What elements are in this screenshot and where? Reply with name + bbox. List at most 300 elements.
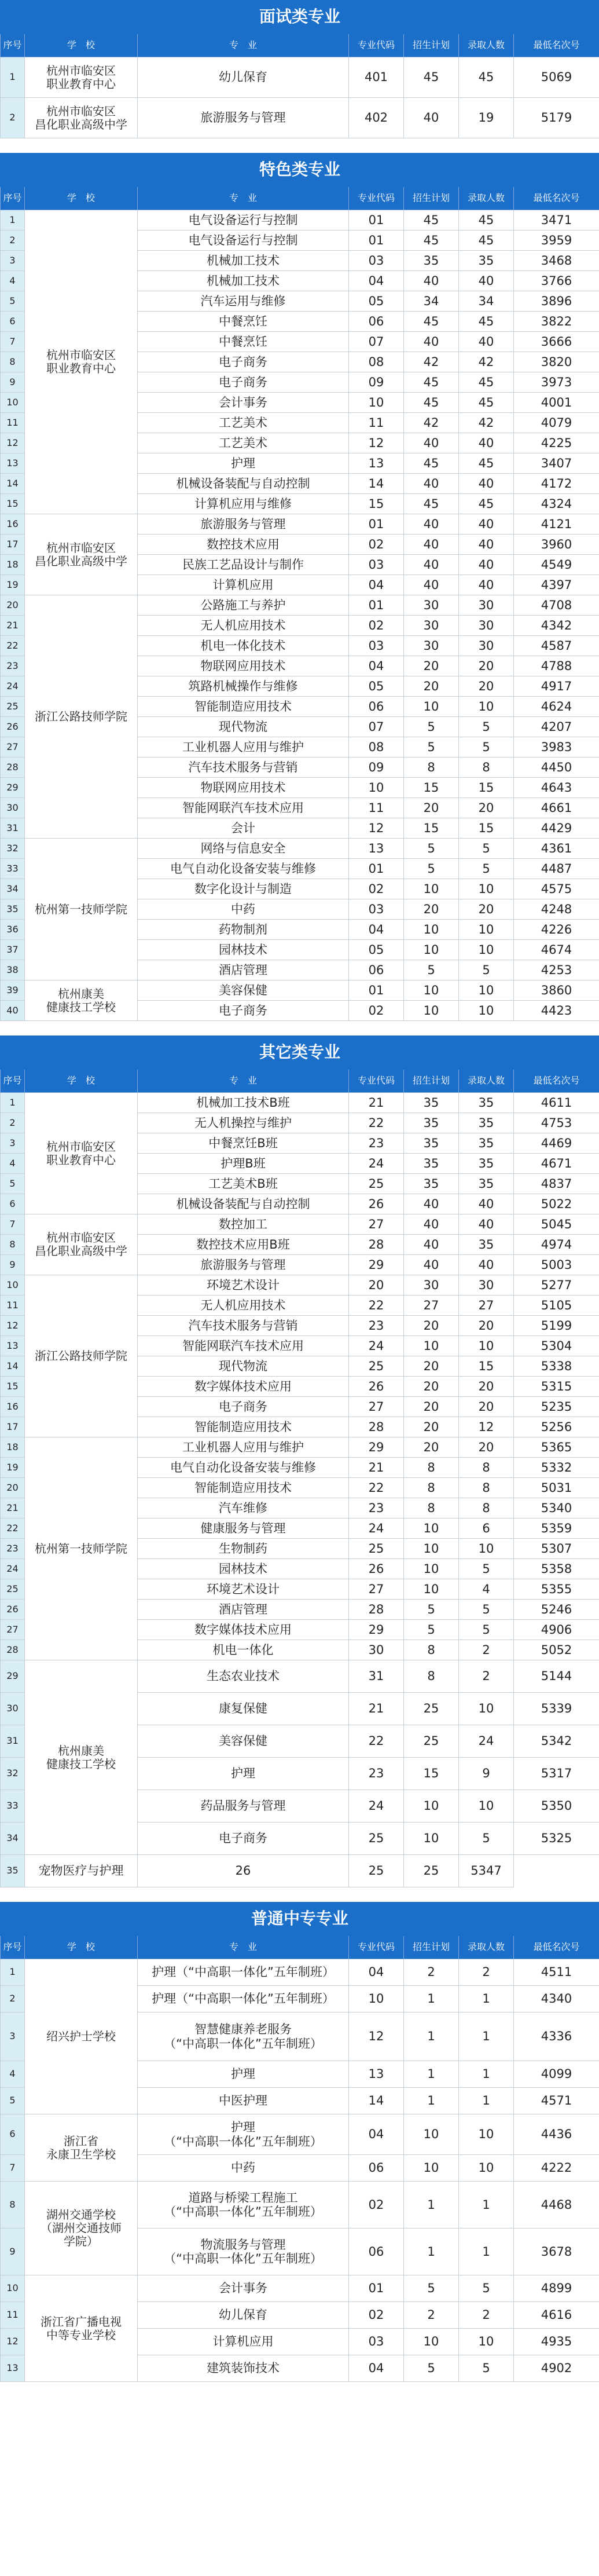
lowest-rank: 4222 xyxy=(514,2155,599,2182)
major-name: 智能制造应用技术 xyxy=(138,1478,349,1498)
admitted-count: 45 xyxy=(459,494,514,514)
enrollment-plan: 10 xyxy=(404,2114,459,2155)
row-index: 27 xyxy=(1,1620,25,1640)
major-code: 03 xyxy=(349,555,404,575)
admitted-count: 45 xyxy=(459,393,514,413)
lowest-rank: 5105 xyxy=(514,1296,599,1316)
major-code: 25 xyxy=(349,1539,404,1559)
admitted-count: 45 xyxy=(459,312,514,332)
school-name: 杭州市临安区 昌化职业高级中学 xyxy=(25,514,138,595)
major-code: 03 xyxy=(349,899,404,920)
school-name: 杭州市临安区 职业教育中心 xyxy=(25,57,138,98)
lowest-rank: 5144 xyxy=(514,1660,599,1693)
row-index: 5 xyxy=(1,291,25,312)
major-name: 智能网联汽车技术应用 xyxy=(138,1336,349,1356)
major-name: 旅游服务与管理 xyxy=(138,514,349,535)
row-index: 18 xyxy=(1,555,25,575)
admitted-count: 35 xyxy=(459,1154,514,1174)
major-name: 中餐烹饪 xyxy=(138,332,349,352)
major-code: 24 xyxy=(349,1790,404,1823)
lowest-rank: 4079 xyxy=(514,413,599,433)
admitted-count: 20 xyxy=(459,676,514,697)
column-header: 最低名次号 xyxy=(514,1936,599,1959)
major-name: 生态农业技术 xyxy=(138,1660,349,1693)
major-name: 物联网应用技术 xyxy=(138,656,349,676)
admitted-count: 27 xyxy=(459,1296,514,1316)
major-code: 04 xyxy=(349,1959,404,1986)
major-code: 21 xyxy=(349,1093,404,1113)
admitted-count: 40 xyxy=(459,1255,514,1275)
row-index: 15 xyxy=(1,494,25,514)
table-row xyxy=(1,1093,599,1113)
row-index: 31 xyxy=(1,818,25,839)
major-name: 汽车运用与维修 xyxy=(138,291,349,312)
enrollment-plan: 20 xyxy=(404,1377,459,1397)
major-code: 01 xyxy=(349,514,404,535)
lowest-rank: 4511 xyxy=(514,1959,599,1986)
major-name: 智能制造应用技术 xyxy=(138,1417,349,1437)
admitted-count: 35 xyxy=(459,1133,514,1154)
major-name: 电气设备运行与控制 xyxy=(138,230,349,251)
major-code: 22 xyxy=(349,1296,404,1316)
column-header: 最低名次号 xyxy=(514,1070,599,1093)
row-index: 12 xyxy=(1,2329,25,2355)
major-code: 02 xyxy=(349,879,404,899)
major-name: 会计事务 xyxy=(138,2275,349,2302)
admitted-count: 10 xyxy=(459,1790,514,1823)
row-index: 18 xyxy=(1,1437,25,1458)
table-row xyxy=(1,1855,599,1887)
enrollment-plan: 15 xyxy=(404,778,459,798)
table-row xyxy=(1,839,599,859)
admitted-count: 10 xyxy=(459,1336,514,1356)
table-row xyxy=(1,2275,599,2302)
row-index: 31 xyxy=(1,1725,25,1758)
enrollment-plan: 40 xyxy=(404,1214,459,1235)
lowest-rank: 3820 xyxy=(514,352,599,372)
major-code: 01 xyxy=(349,980,404,1001)
row-index: 27 xyxy=(1,737,25,758)
major-code: 05 xyxy=(349,940,404,960)
table-row xyxy=(1,1275,599,1296)
school-name: 杭州市临安区 职业教育中心 xyxy=(25,210,138,514)
lowest-rank: 5317 xyxy=(514,1758,599,1790)
major-name: 机械加工技术 xyxy=(138,271,349,291)
lowest-rank: 5325 xyxy=(514,1823,599,1855)
section-spacer xyxy=(1,1887,599,1902)
lowest-rank: 5342 xyxy=(514,1725,599,1758)
lowest-rank: 4788 xyxy=(514,656,599,676)
row-index: 2 xyxy=(1,230,25,251)
major-code: 02 xyxy=(349,616,404,636)
admitted-count: 40 xyxy=(459,1214,514,1235)
major-code: 04 xyxy=(349,575,404,595)
major-name: 机械加工技术 xyxy=(138,251,349,271)
row-index: 4 xyxy=(1,271,25,291)
admitted-count: 42 xyxy=(459,413,514,433)
section-title-row xyxy=(1,1902,599,1936)
major-code: 05 xyxy=(349,291,404,312)
admitted-count: 35 xyxy=(459,1113,514,1133)
column-header: 序号 xyxy=(1,1070,25,1093)
row-index: 24 xyxy=(1,676,25,697)
major-code: 402 xyxy=(349,98,404,138)
row-index: 1 xyxy=(1,210,25,230)
admitted-count: 1 xyxy=(459,2088,514,2114)
major-name: 中餐烹饪 xyxy=(138,312,349,332)
row-index: 14 xyxy=(1,1356,25,1377)
row-index: 16 xyxy=(1,1397,25,1417)
lowest-rank: 3973 xyxy=(514,372,599,393)
admitted-count: 8 xyxy=(459,1498,514,1518)
admitted-count: 5 xyxy=(459,737,514,758)
lowest-rank: 5315 xyxy=(514,1377,599,1397)
row-index: 38 xyxy=(1,960,25,980)
column-header: 招生计划 xyxy=(404,34,459,57)
lowest-rank: 5340 xyxy=(514,1498,599,1518)
major-name: 旅游服务与管理 xyxy=(138,98,349,138)
major-code: 09 xyxy=(349,372,404,393)
lowest-rank: 4207 xyxy=(514,717,599,737)
enrollment-plan: 1 xyxy=(404,1986,459,2012)
school-name: 绍兴护士学校 xyxy=(25,1959,138,2114)
lowest-rank: 4340 xyxy=(514,1986,599,2012)
major-name: 幼儿保育 xyxy=(138,2302,349,2329)
row-index: 6 xyxy=(1,2114,25,2155)
admitted-count: 5 xyxy=(459,859,514,879)
row-index: 8 xyxy=(1,352,25,372)
major-code: 28 xyxy=(349,1235,404,1255)
major-name: 数控技术应用 xyxy=(138,535,349,555)
lowest-rank: 4616 xyxy=(514,2302,599,2329)
major-code: 401 xyxy=(349,57,404,98)
major-name: 中医护理 xyxy=(138,2088,349,2114)
major-code: 26 xyxy=(349,1194,404,1214)
major-code: 25 xyxy=(349,1356,404,1377)
major-name: 环境艺术设计 xyxy=(138,1275,349,1296)
major-name: 护理 xyxy=(138,1758,349,1790)
major-name: 酒店管理 xyxy=(138,1600,349,1620)
lowest-rank: 5045 xyxy=(514,1214,599,1235)
major-name: 无人机应用技术 xyxy=(138,616,349,636)
column-header: 专 业 xyxy=(138,1936,349,1959)
row-index: 4 xyxy=(1,1154,25,1174)
admitted-count: 20 xyxy=(459,798,514,818)
major-code: 01 xyxy=(349,595,404,616)
enrollment-plan: 20 xyxy=(404,899,459,920)
row-index: 6 xyxy=(1,1194,25,1214)
major-name: 酒店管理 xyxy=(138,960,349,980)
enrollment-plan: 5 xyxy=(404,839,459,859)
enrollment-plan: 35 xyxy=(404,1093,459,1113)
row-index: 29 xyxy=(1,778,25,798)
lowest-rank: 5052 xyxy=(514,1640,599,1660)
enrollment-plan: 45 xyxy=(404,393,459,413)
enrollment-plan: 45 xyxy=(404,494,459,514)
admitted-count: 5 xyxy=(459,717,514,737)
row-index: 4 xyxy=(1,2061,25,2088)
admitted-count: 10 xyxy=(459,2155,514,2182)
major-code: 23 xyxy=(349,1758,404,1790)
lowest-rank: 5022 xyxy=(514,1194,599,1214)
major-name: 智慧健康养老服务 （“中高职一体化”五年制班） xyxy=(138,2012,349,2061)
major-code: 12 xyxy=(349,818,404,839)
major-name: 护理（“中高职一体化”五年制班） xyxy=(138,1959,349,1986)
row-index: 8 xyxy=(1,1235,25,1255)
enrollment-plan: 1 xyxy=(404,2229,459,2275)
major-name: 建筑装饰技术 xyxy=(138,2355,349,2382)
admitted-count: 35 xyxy=(459,1174,514,1194)
enrollment-plan: 8 xyxy=(404,1478,459,1498)
column-header: 序号 xyxy=(1,187,25,210)
major-name: 工业机器人应用与维护 xyxy=(138,1437,349,1458)
enrollment-plan: 2 xyxy=(404,2302,459,2329)
row-index: 26 xyxy=(1,717,25,737)
lowest-rank: 3471 xyxy=(514,210,599,230)
row-index: 3 xyxy=(1,251,25,271)
major-code: 21 xyxy=(349,1458,404,1478)
enrollment-plan: 45 xyxy=(404,57,459,98)
major-code: 06 xyxy=(349,697,404,717)
enrollment-plan: 30 xyxy=(404,1275,459,1296)
admitted-count: 30 xyxy=(459,1275,514,1296)
enrollment-plan: 45 xyxy=(404,230,459,251)
enrollment-plan: 5 xyxy=(404,2355,459,2382)
lowest-rank: 4902 xyxy=(514,2355,599,2382)
admitted-count: 12 xyxy=(459,1417,514,1437)
section-title: 特色类专业 xyxy=(1,153,599,187)
section-title: 普通中专专业 xyxy=(1,1902,599,1936)
row-index: 36 xyxy=(1,920,25,940)
major-code: 08 xyxy=(349,352,404,372)
major-name: 电子商务 xyxy=(138,1397,349,1417)
major-code: 01 xyxy=(349,859,404,879)
section-spacer xyxy=(1,138,599,153)
major-name: 电气自动化设备安装与维修 xyxy=(138,859,349,879)
lowest-rank: 5338 xyxy=(514,1356,599,1377)
major-code: 23 xyxy=(349,1498,404,1518)
major-name: 智能制造应用技术 xyxy=(138,697,349,717)
major-code: 02 xyxy=(349,1001,404,1021)
enrollment-plan: 8 xyxy=(404,1498,459,1518)
lowest-rank: 5003 xyxy=(514,1255,599,1275)
row-index: 40 xyxy=(1,1001,25,1021)
major-name: 护理 （“中高职一体化”五年制班） xyxy=(138,2114,349,2155)
major-code: 07 xyxy=(349,717,404,737)
admitted-count: 10 xyxy=(459,980,514,1001)
major-name: 工业机器人应用与维护 xyxy=(138,737,349,758)
admitted-count: 35 xyxy=(459,1093,514,1113)
lowest-rank: 4361 xyxy=(514,839,599,859)
enrollment-plan: 10 xyxy=(404,2155,459,2182)
major-name: 智能网联汽车技术应用 xyxy=(138,798,349,818)
lowest-rank: 5179 xyxy=(514,98,599,138)
major-name: 物流服务与管理 （“中高职一体化”五年制班） xyxy=(138,2229,349,2275)
lowest-rank: 4837 xyxy=(514,1174,599,1194)
row-index: 7 xyxy=(1,332,25,352)
enrollment-plan: 40 xyxy=(404,1255,459,1275)
enrollment-plan: 20 xyxy=(404,656,459,676)
enrollment-plan: 5 xyxy=(404,737,459,758)
column-header: 录取人数 xyxy=(459,187,514,210)
enrollment-plan: 40 xyxy=(404,535,459,555)
lowest-rank: 4099 xyxy=(514,2061,599,2088)
major-name: 护理 xyxy=(138,453,349,474)
school-name: 浙江省 永康卫生学校 xyxy=(25,2114,138,2182)
major-code: 21 xyxy=(349,1693,404,1725)
major-code: 04 xyxy=(349,2355,404,2382)
enrollment-plan: 10 xyxy=(404,1001,459,1021)
lowest-rank: 4674 xyxy=(514,940,599,960)
admitted-count: 5 xyxy=(459,1600,514,1620)
admitted-count: 45 xyxy=(459,453,514,474)
lowest-rank: 5339 xyxy=(514,1693,599,1725)
admitted-count: 40 xyxy=(459,514,514,535)
enrollment-plan: 45 xyxy=(404,372,459,393)
table-row xyxy=(1,980,599,1001)
enrollment-plan: 10 xyxy=(404,1539,459,1559)
row-index: 34 xyxy=(1,879,25,899)
enrollment-plan: 40 xyxy=(404,555,459,575)
lowest-rank: 4397 xyxy=(514,575,599,595)
column-header-row xyxy=(1,1936,599,1959)
major-code: 04 xyxy=(349,656,404,676)
major-name: 民族工艺品设计与制作 xyxy=(138,555,349,575)
column-header-row xyxy=(1,1070,599,1093)
school-name: 杭州康美 健康技工学校 xyxy=(25,1660,138,1855)
column-header: 专业代码 xyxy=(349,187,404,210)
row-index: 23 xyxy=(1,1539,25,1559)
major-code: 27 xyxy=(349,1579,404,1600)
row-index: 7 xyxy=(1,2155,25,2182)
admitted-count: 40 xyxy=(459,1194,514,1214)
lowest-rank: 5304 xyxy=(514,1336,599,1356)
major-code: 11 xyxy=(349,798,404,818)
major-name: 无人机操控与维护 xyxy=(138,1113,349,1133)
row-index: 11 xyxy=(1,1296,25,1316)
major-name: 宠物医疗与护理 xyxy=(25,1855,138,1887)
column-header: 学 校 xyxy=(25,187,138,210)
table-row xyxy=(1,98,599,138)
row-index: 37 xyxy=(1,940,25,960)
enrollment-plan: 40 xyxy=(404,575,459,595)
column-header: 专 业 xyxy=(138,34,349,57)
column-header: 专业代码 xyxy=(349,1070,404,1093)
column-header: 学 校 xyxy=(25,1070,138,1093)
lowest-rank: 3860 xyxy=(514,980,599,1001)
column-header: 序号 xyxy=(1,1936,25,1959)
major-name: 计算机应用 xyxy=(138,575,349,595)
row-index: 23 xyxy=(1,656,25,676)
column-header: 序号 xyxy=(1,34,25,57)
major-name: 现代物流 xyxy=(138,717,349,737)
major-name: 护理 xyxy=(138,2061,349,2088)
major-name: 护理（“中高职一体化”五年制班） xyxy=(138,1986,349,2012)
admitted-count: 30 xyxy=(459,616,514,636)
admitted-count: 45 xyxy=(459,230,514,251)
admitted-count: 40 xyxy=(459,474,514,494)
enrollment-plan: 45 xyxy=(404,210,459,230)
enrollment-plan: 8 xyxy=(404,1458,459,1478)
row-index: 15 xyxy=(1,1377,25,1397)
lowest-rank: 4906 xyxy=(514,1620,599,1640)
lowest-rank: 3822 xyxy=(514,312,599,332)
major-code: 25 xyxy=(349,1174,404,1194)
lowest-rank: 4549 xyxy=(514,555,599,575)
table-row xyxy=(1,1437,599,1458)
major-name: 网络与信息安全 xyxy=(138,839,349,859)
admitted-count: 42 xyxy=(459,352,514,372)
column-header: 最低名次号 xyxy=(514,187,599,210)
admitted-count: 15 xyxy=(459,778,514,798)
table-row xyxy=(1,514,599,535)
lowest-rank: 3960 xyxy=(514,535,599,555)
major-code: 29 xyxy=(349,1255,404,1275)
section-title: 面试类专业 xyxy=(1,1,599,34)
row-index: 11 xyxy=(1,2302,25,2329)
enrollment-plan: 10 xyxy=(404,1336,459,1356)
lowest-rank: 4225 xyxy=(514,433,599,453)
major-name: 中药 xyxy=(138,899,349,920)
lowest-rank: 5031 xyxy=(514,1478,599,1498)
enrollment-plan: 30 xyxy=(404,616,459,636)
lowest-rank: 4487 xyxy=(514,859,599,879)
row-index: 33 xyxy=(1,1790,25,1823)
enrollment-plan: 42 xyxy=(404,352,459,372)
lowest-rank: 4571 xyxy=(514,2088,599,2114)
major-name: 筑路机械操作与维修 xyxy=(138,676,349,697)
major-code: 06 xyxy=(349,960,404,980)
admitted-count: 5 xyxy=(459,1559,514,1579)
row-index: 20 xyxy=(1,1478,25,1498)
table-row xyxy=(1,1660,599,1693)
enrollment-plan: 10 xyxy=(404,1579,459,1600)
major-code: 03 xyxy=(349,2329,404,2355)
major-code: 26 xyxy=(349,1559,404,1579)
admitted-count: 40 xyxy=(459,433,514,453)
row-index: 22 xyxy=(1,1518,25,1539)
admitted-count: 15 xyxy=(459,818,514,839)
enrollment-plan: 27 xyxy=(404,1296,459,1316)
lowest-rank: 3959 xyxy=(514,230,599,251)
column-header: 招生计划 xyxy=(404,187,459,210)
row-index: 34 xyxy=(1,1823,25,1855)
major-name: 计算机应用 xyxy=(138,2329,349,2355)
admitted-count: 24 xyxy=(459,1725,514,1758)
row-index: 2 xyxy=(1,98,25,138)
major-name: 电子商务 xyxy=(138,352,349,372)
row-index: 10 xyxy=(1,1275,25,1296)
lowest-rank: 5365 xyxy=(514,1437,599,1458)
row-index: 17 xyxy=(1,535,25,555)
lowest-rank: 4423 xyxy=(514,1001,599,1021)
major-code: 12 xyxy=(349,433,404,453)
lowest-rank: 4661 xyxy=(514,798,599,818)
column-header: 学 校 xyxy=(25,34,138,57)
admitted-count: 2 xyxy=(459,1959,514,1986)
enrollment-plan: 10 xyxy=(404,879,459,899)
major-code: 05 xyxy=(349,676,404,697)
school-name: 杭州市临安区 昌化职业高级中学 xyxy=(25,1214,138,1275)
enrollment-plan: 1 xyxy=(404,2182,459,2229)
lowest-rank: 5350 xyxy=(514,1790,599,1823)
major-name: 中餐烹饪B班 xyxy=(138,1133,349,1154)
row-index: 39 xyxy=(1,980,25,1001)
major-code: 14 xyxy=(349,2088,404,2114)
admitted-count: 8 xyxy=(459,758,514,778)
lowest-rank: 4917 xyxy=(514,676,599,697)
admitted-count: 15 xyxy=(459,1356,514,1377)
